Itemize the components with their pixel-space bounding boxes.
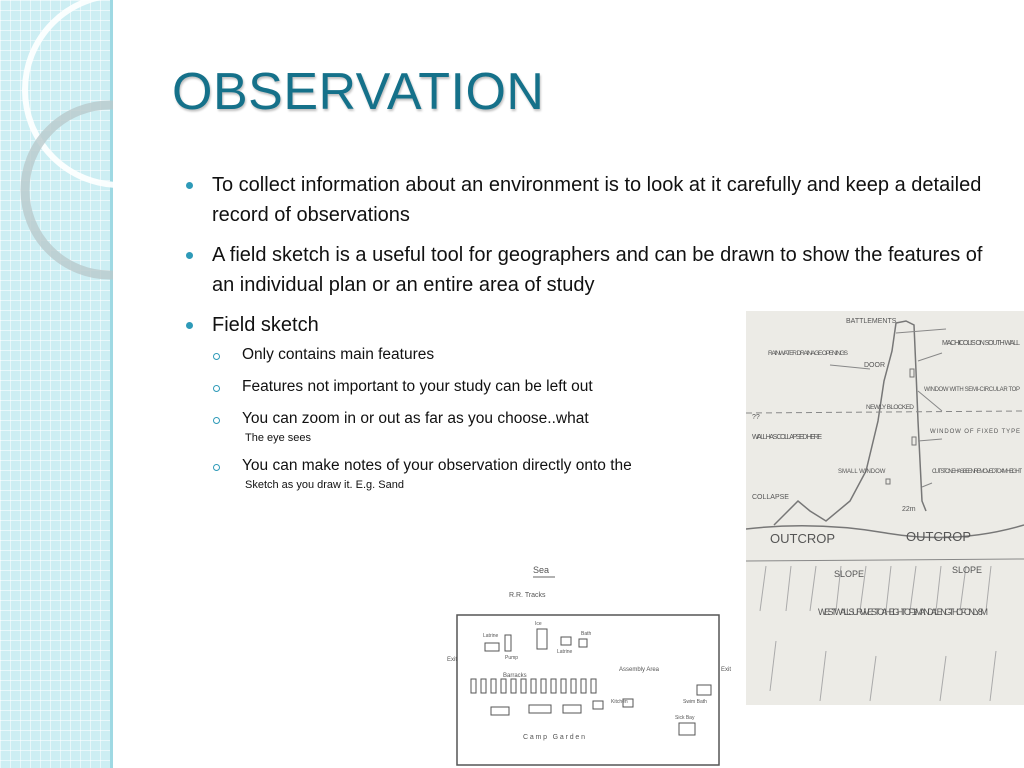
- sub-bullet-continuation: Sketch as you draw it. E.g. Sand: [245, 479, 404, 491]
- label-rainwater: RAINWATER DRAINAGE OPENINGS: [768, 350, 848, 357]
- label-exit-left: Exit: [447, 657, 458, 663]
- barracks-row: [471, 679, 596, 693]
- label-small-window: SMALL WINDOW: [838, 469, 886, 475]
- label-kitchen: Kitchen: [611, 699, 628, 705]
- label-window2: WINDOW OF FIXED TYPE: [930, 429, 1020, 435]
- label-newly-blocked: NEWLY BLOCKED: [866, 404, 914, 411]
- label-tracks: R.R. Tracks: [509, 592, 546, 599]
- sub-bullet-ring-icon: [213, 417, 220, 424]
- bullet-dot-icon: [186, 182, 193, 189]
- sub-bullet-text: You can make notes of your observation directly onto the: [242, 457, 632, 474]
- field-sketch-image: [746, 311, 1024, 705]
- label-battlements: BATTLEMENTS: [846, 318, 897, 325]
- label-ice: Ice: [535, 621, 542, 627]
- bullet-item: [186, 170, 986, 230]
- label-question: ??: [752, 414, 760, 421]
- label-measure: 22m: [902, 506, 916, 513]
- label-exit-right: Exit: [721, 667, 732, 673]
- label-bath: Bath: [581, 631, 592, 637]
- label-assembly: Assembly Area: [619, 667, 659, 673]
- sub-bullet-ring-icon: [213, 353, 220, 360]
- bullet-text: Field sketch: [212, 314, 319, 336]
- field-sketch-drawing: [746, 311, 1024, 705]
- label-collapse: COLLAPSE: [752, 494, 789, 501]
- sub-bullet-continuation: The eye sees: [245, 432, 312, 444]
- decorative-sidebar: [0, 0, 113, 768]
- label-cut-stone: CUT STONE HAS BEEN REMOVED TO 4M HEIGHT: [932, 469, 1022, 475]
- label-machicolis: MACHICOLIS ON SOUTH WALL: [942, 340, 1020, 347]
- camp-map-sketch: [443, 553, 743, 768]
- label-latrine-1: Latrine: [483, 633, 499, 639]
- bullet-item: [186, 240, 986, 300]
- slide-title: OBSERVATION: [172, 63, 545, 121]
- label-barracks: Barracks: [503, 673, 527, 679]
- bullet-dot-icon: [186, 322, 193, 329]
- sub-bullet-ring-icon: [213, 464, 220, 471]
- label-latrine-2: Latrine: [557, 649, 573, 655]
- camp-map-drawing: [443, 553, 743, 768]
- bullet-dot-icon: [186, 252, 193, 259]
- sub-bullet-text: Features not important to your study can be left out: [242, 378, 593, 395]
- label-sea: Sea: [533, 565, 550, 575]
- label-window1: WINDOW WITH SEMI-CIRCULAR TOP: [924, 387, 1020, 393]
- label-slope-left: SLOPE: [834, 569, 865, 579]
- decorative-rings: [0, 0, 113, 768]
- label-outcrop-left: OUTCROP: [770, 531, 835, 546]
- bullet-text: A field sketch is a useful tool for geographers and can be drawn to show the features of an individual plan or an entire area of study: [212, 244, 983, 296]
- decorative-ring-gray: [25, 105, 113, 275]
- decorative-ring-large: [25, 0, 113, 185]
- sub-bullet-text: Only contains main features: [242, 346, 435, 363]
- label-pump: Pump: [505, 655, 519, 661]
- label-sick-bay: Sick Bay: [675, 715, 695, 721]
- sub-bullet-text: You can zoom in or out as far as you choose..what: [242, 410, 589, 427]
- sub-bullet-ring-icon: [213, 385, 220, 392]
- label-camp-garden: Camp Garden: [523, 734, 585, 741]
- label-swim-bath: Swim Bath: [683, 699, 707, 705]
- label-slope-right: SLOPE: [952, 565, 983, 575]
- bullet-text: To collect information about an environment is to look at it carefully and keep a detailed record of observations: [212, 174, 982, 226]
- label-height-note: WEST WALL SURVIVES TO A HEIGHT OF 1²/M AND A LENGTH OF ONLY 8M: [818, 607, 988, 617]
- label-outcrop-right: OUTCROP: [906, 529, 971, 544]
- label-wall-collapsed: WALL HAS COLLAPSED HERE: [752, 434, 822, 441]
- label-door: DOOR: [864, 362, 885, 369]
